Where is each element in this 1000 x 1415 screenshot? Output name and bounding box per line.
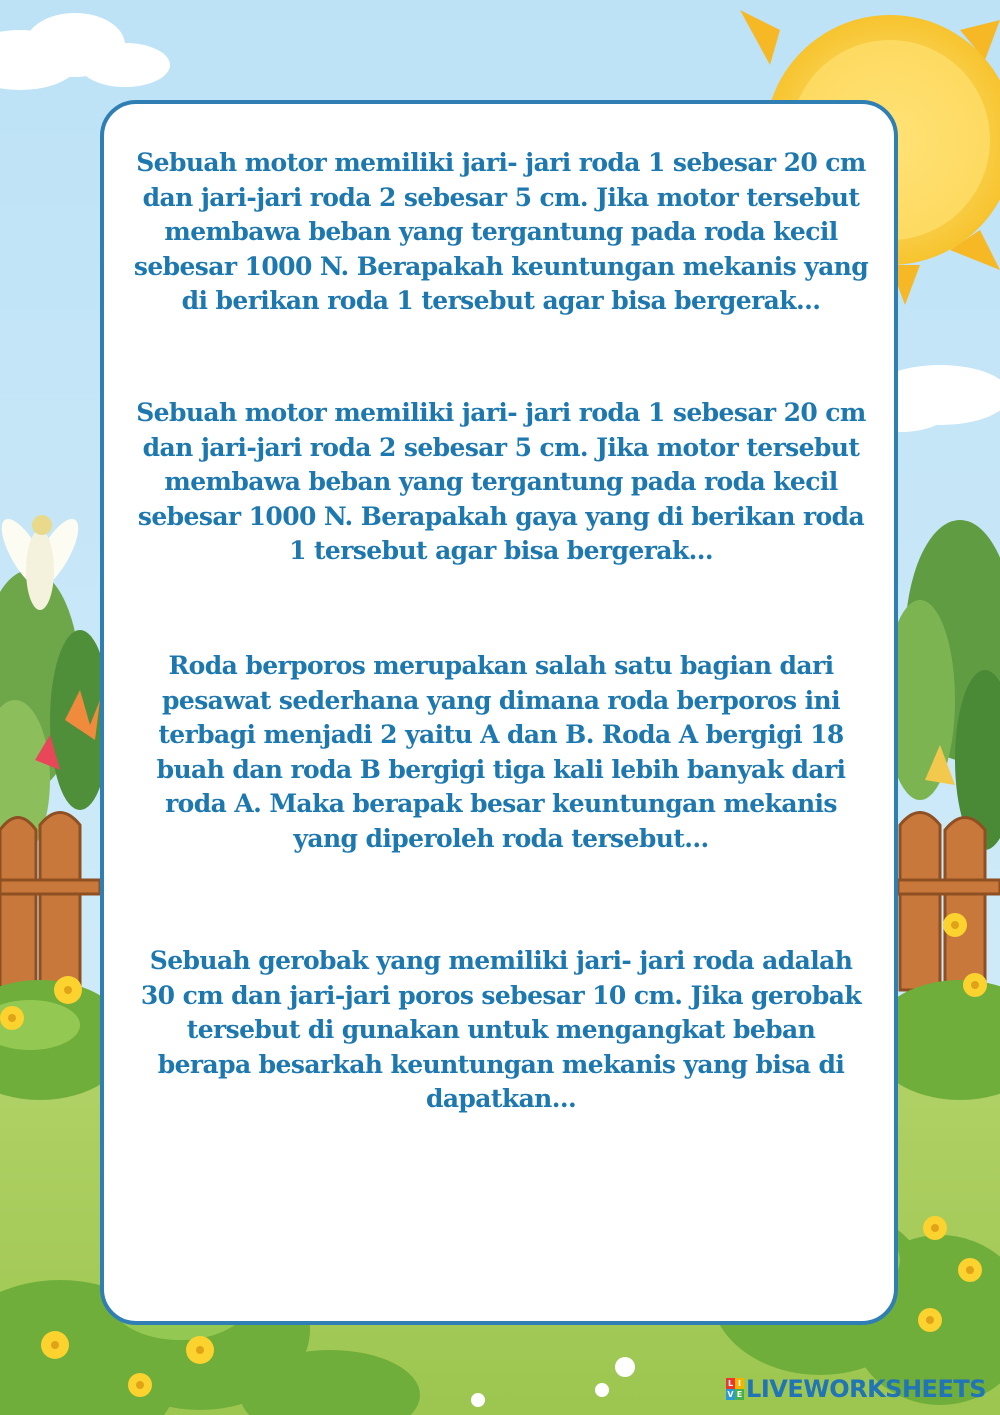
logo-letter: V	[727, 1390, 734, 1399]
logo-letter: E	[736, 1390, 743, 1399]
question-1	[104, 146, 898, 319]
question-card	[100, 100, 898, 1325]
question-line: terbagi menjadi 2 yaitu A dan B. Roda A bergigi 18	[158, 720, 844, 749]
question-line: membawa beban yang tergantung pada roda kecil	[164, 217, 838, 246]
right-fence	[898, 813, 1000, 991]
question-line: Sebuah motor memiliki jari- jari roda 1 sebesar 20 cm	[136, 148, 866, 177]
question-line: membawa beban yang tergantung pada roda kecil	[164, 467, 838, 496]
question-line: roda A. Maka berapak besar keuntungan mekanis	[165, 789, 837, 818]
liveworksheets-logo-icon	[726, 1378, 744, 1400]
liveworksheets-brand	[726, 1375, 986, 1403]
question-line: berapa besarkah keuntungan mekanis yang bisa di	[157, 1049, 845, 1079]
question-4	[104, 944, 898, 1117]
logo-letter: L	[727, 1379, 734, 1388]
brand-name: LIVEWORKSHEETS	[746, 1375, 986, 1403]
question-line: Roda berporos merupakan salah satu bagian dari	[168, 651, 834, 680]
question-line: 1 tersebut agar bisa bergerak...	[289, 536, 713, 565]
question-line: 30 cm dan jari-jari poros sebesar 10 cm. Jika gerobak	[140, 980, 862, 1010]
logo-letter: I	[735, 1378, 744, 1389]
question-line: Sebuah motor memiliki jari- jari roda 1 sebesar 20 cm	[136, 398, 866, 427]
question-line: dan jari-jari roda 2 sebesar 5 cm. Jika motor tersebut	[142, 182, 860, 212]
question-line: Sebuah gerobak yang memiliki jari- jari roda adalah	[149, 946, 853, 975]
question-line: pesawat sederhana yang dimana roda berporos ini	[162, 685, 840, 715]
question-line: tersebut di gunakan untuk mengangkat beban	[186, 1015, 816, 1044]
question-3	[104, 649, 898, 856]
question-line: buah dan roda B bergigi tiga kali lebih banyak dari	[156, 754, 846, 784]
question-line: di berikan roda 1 tersebut agar bisa bergerak...	[181, 286, 821, 315]
question-line: dapatkan...	[425, 1084, 577, 1113]
question-2	[104, 396, 898, 569]
question-line: dan jari-jari roda 2 sebesar 5 cm. Jika motor tersebut	[142, 432, 860, 462]
question-line: sebesar 1000 N. Berapakah gaya yang di berikan roda	[137, 501, 865, 531]
question-line: sebesar 1000 N. Berapakah keuntungan mekanis yang	[133, 251, 869, 281]
question-line: yang diperoleh roda tersebut...	[293, 823, 709, 853]
